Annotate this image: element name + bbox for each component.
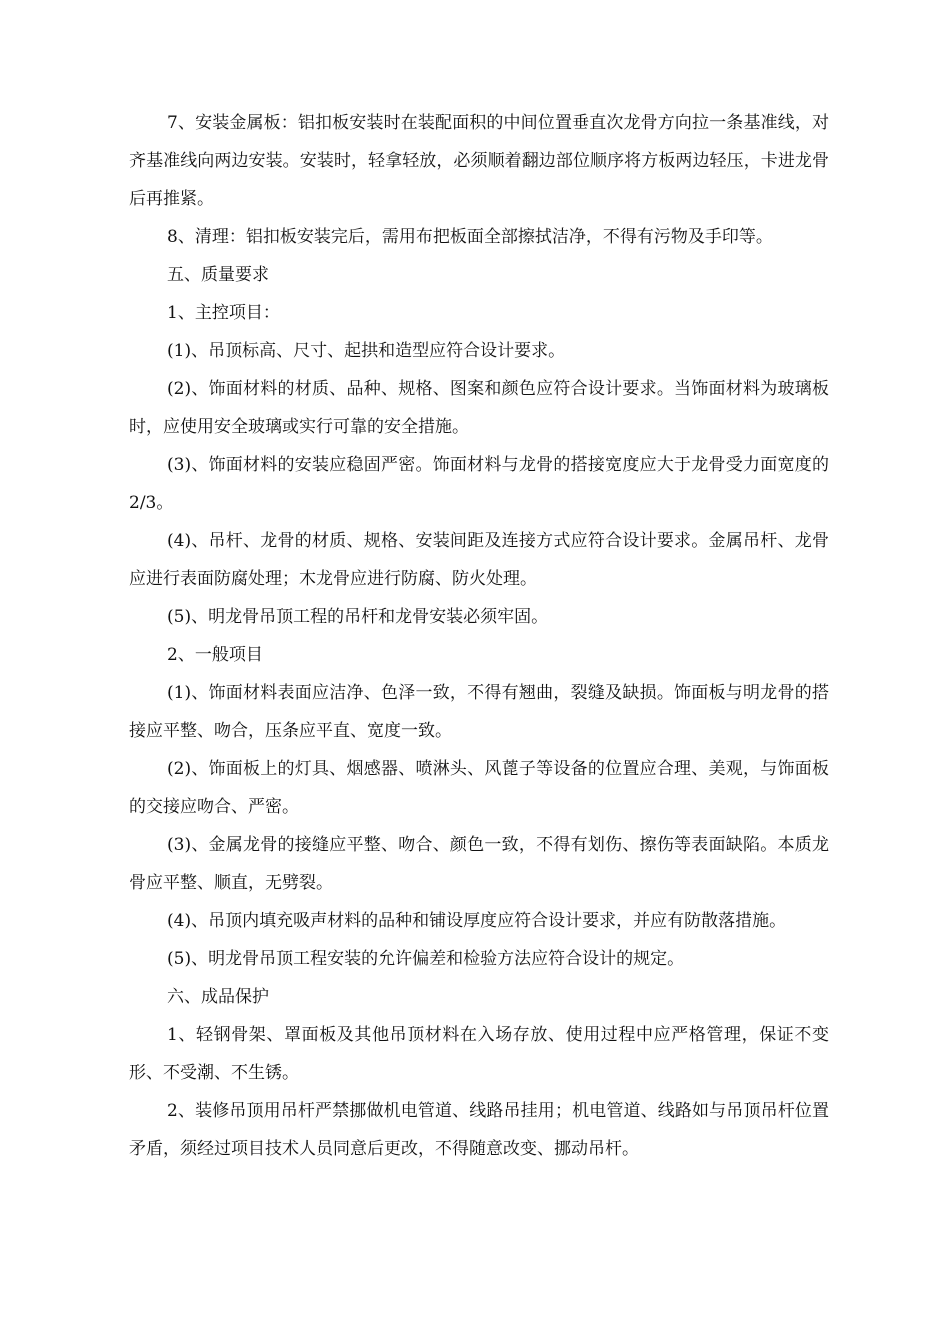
list-item: (2)、饰面板上的灯具、烟感器、喷淋头、风蓖子等设备的位置应合理、美观，与饰面板的交接应吻合、严密。 bbox=[129, 759, 829, 817]
list-item: 1、轻钢骨架、罩面板及其他吊顶材料在入场存放、使用过程中应严格管理，保证不变形、不受潮、不生锈。 bbox=[129, 1025, 829, 1083]
list-item: (1)、吊顶标高、尺寸、起拱和造型应符合设计要求。 bbox=[167, 341, 566, 361]
list-item: (5)、明龙骨吊顶工程的吊杆和龙骨安装必须牢固。 bbox=[167, 607, 549, 627]
subheading-general-items: 2、一般项目 bbox=[167, 645, 263, 665]
list-item: 2、装修吊顶用吊杆严禁挪做机电管道、线路吊挂用；机电管道、线路如与吊顶吊杆位置矛盾，须经过项目技术人员同意后更改，不得随意改变、挪动吊杆。 bbox=[129, 1101, 829, 1159]
list-item: (4)、吊杆、龙骨的材质、规格、安装间距及连接方式应符合设计要求。金属吊杆、龙骨应进行表面防腐处理；木龙骨应进行防腐、防火处理。 bbox=[129, 531, 829, 589]
list-item: (3)、金属龙骨的接缝应平整、吻合、颜色一致，不得有划伤、擦伤等表面缺陷。本质龙骨应平整、顺直，无劈裂。 bbox=[129, 835, 829, 893]
list-item: (4)、吊顶内填充吸声材料的品种和铺设厚度应符合设计要求，并应有防散落措施。 bbox=[167, 911, 787, 931]
section-heading-quality-requirements: 五、质量要求 bbox=[167, 265, 269, 285]
list-item: (2)、饰面材料的材质、品种、规格、图案和颜色应符合设计要求。当饰面材料为玻璃板时，应使用安全玻璃或实行可靠的安全措施。 bbox=[129, 379, 829, 437]
list-item: (3)、饰面材料的安装应稳固严密。饰面材料与龙骨的搭接宽度应大于龙骨受力面宽度的2/3。 bbox=[129, 455, 829, 513]
document-body bbox=[129, 104, 829, 1168]
section-heading-product-protection: 六、成品保护 bbox=[167, 987, 269, 1007]
paragraph-cleaning: 8、清理：铝扣板安装完后，需用布把板面全部擦拭洁净，不得有污物及手印等。 bbox=[167, 227, 773, 247]
list-item: (1)、饰面材料表面应洁净、色泽一致，不得有翘曲，裂缝及缺损。饰面板与明龙骨的搭接应平整、吻合，压条应平直、宽度一致。 bbox=[129, 683, 829, 741]
paragraph-install-metal-panel: 7、安装金属板：铝扣板安装时在装配面积的中间位置垂直次龙骨方向拉一条基准线，对齐基准线向两边安装。安装时，轻拿轻放，必须顺着翻边部位顺序将方板两边轻压，卡进龙骨后再推紧。 bbox=[129, 113, 829, 209]
subheading-main-control-items: 1、主控项目： bbox=[167, 303, 280, 323]
list-item: (5)、明龙骨吊顶工程安装的允许偏差和检验方法应符合设计的规定。 bbox=[167, 949, 685, 969]
